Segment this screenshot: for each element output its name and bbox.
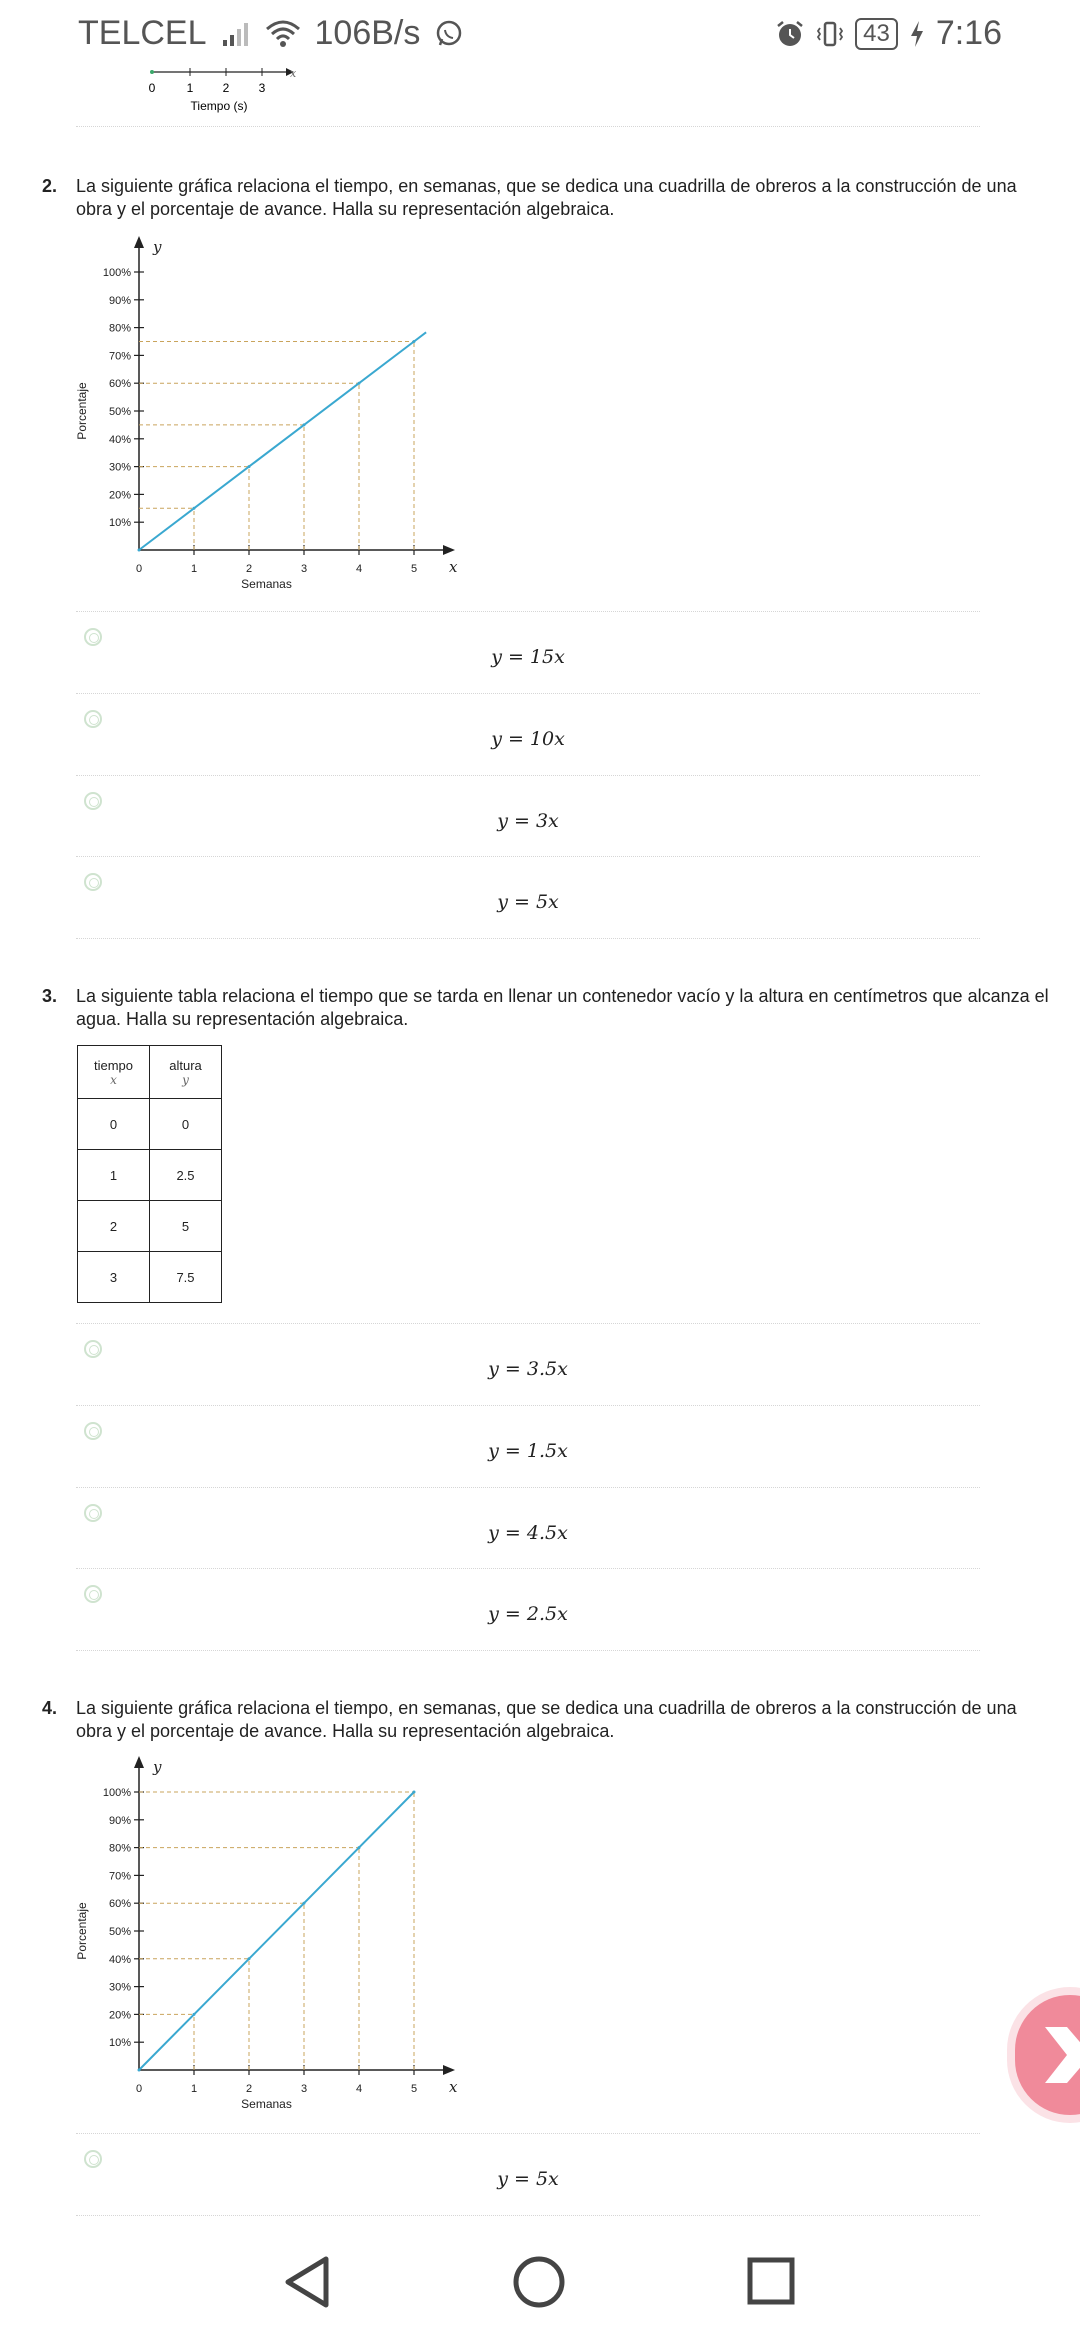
y-tick-label: 10% (108, 2037, 131, 2050)
answer-option[interactable] (76, 775, 980, 857)
battery-level: 43 (855, 18, 898, 50)
y-tick-label: 40% (108, 1953, 131, 1966)
alarm-icon (775, 19, 805, 49)
data-point (358, 1846, 361, 1849)
answer-option[interactable] (76, 693, 980, 775)
table-row (78, 1150, 222, 1201)
table-row (78, 1099, 222, 1150)
radio-button[interactable] (84, 1585, 102, 1603)
back-icon[interactable] (282, 2255, 332, 2309)
y-tick-label: 60% (108, 1898, 131, 1911)
equation-text: y = 5x (497, 2168, 559, 2190)
table-cell: 5 (150, 1201, 222, 1252)
x-axis-arrow (443, 545, 455, 555)
divider (76, 938, 980, 939)
data-point (248, 465, 251, 468)
radio-button[interactable] (84, 1422, 102, 1440)
x-axis-title: Semanas (241, 2097, 292, 2111)
clock: 7:16 (935, 14, 1002, 52)
y-tick-label: 10% (108, 517, 131, 530)
x-tick-label: 1 (190, 2083, 198, 2095)
radio-button[interactable] (84, 1504, 102, 1522)
divider (76, 2215, 980, 2216)
recents-icon[interactable] (746, 2256, 796, 2306)
fragment-tick-label: 3 (258, 81, 266, 95)
question-number: 4. (42, 1698, 58, 1718)
y-axis-title: Porcentaje (75, 1902, 89, 1960)
divider (76, 126, 980, 127)
y-tick-label: 30% (108, 461, 131, 474)
x-tick-label: 2 (245, 563, 253, 575)
y-tick-label: 100% (102, 267, 131, 279)
navigation-bar (0, 2240, 1080, 2340)
y-tick-label: 80% (108, 1842, 131, 1855)
x-tick-label: 0 (135, 563, 143, 575)
x-tick-label: 3 (300, 2083, 308, 2095)
fragment-origin-point (150, 70, 154, 74)
radio-button[interactable] (84, 1340, 102, 1358)
radio-button[interactable] (84, 2150, 102, 2168)
answer-option[interactable] (76, 856, 980, 938)
signal-icon (221, 20, 251, 48)
data-point (413, 1791, 416, 1794)
y-tick-label: 80% (108, 322, 131, 335)
question-text: La siguiente gráfica relaciona el tiempo, en semanas, que se dedica una cuadrilla de obreros a la construcción de una obra y el porcentaje de avance. Halla su representación algebraica. (76, 176, 1017, 219)
data-point (138, 2069, 141, 2072)
equation-text: y = 10x (491, 728, 565, 750)
answer-option[interactable] (76, 1487, 980, 1569)
fragment-xlabel: Tiempo (s) (190, 99, 248, 113)
y-axis-var: y (153, 238, 162, 256)
equation-text: y = 15x (491, 646, 565, 668)
fragment-tick-label: 2 (222, 81, 230, 95)
header-label: altura (169, 1057, 202, 1073)
y-tick-label: 50% (108, 406, 131, 418)
table-cell: 2.5 (150, 1150, 222, 1201)
chart-question-4 (74, 1752, 464, 2122)
y-axis-var: y (153, 1758, 162, 1776)
status-right (775, 14, 1002, 53)
fragment-tick-label: 1 (186, 81, 194, 95)
y-tick-label: 90% (108, 294, 131, 307)
home-icon[interactable] (512, 2255, 566, 2309)
table-row (78, 1252, 222, 1303)
table-cell: 3 (78, 1252, 150, 1303)
carrier-label: TELCEL (78, 14, 207, 52)
y-tick-label: 30% (108, 1981, 131, 1994)
data-line (139, 1792, 414, 2070)
equation-text: y = 1.5x (488, 1440, 568, 1462)
status-left (78, 14, 464, 53)
table-cell: 7.5 (150, 1252, 222, 1303)
vibrate-icon (815, 19, 845, 49)
previous-chart-fragment (140, 66, 310, 116)
data-point (358, 382, 361, 385)
data-line-extension (414, 332, 426, 341)
status-bar (0, 0, 1080, 72)
table-cell: 1 (78, 1150, 150, 1201)
table-cell: 0 (78, 1099, 150, 1150)
table-row (78, 1201, 222, 1252)
table-header-cell (150, 1046, 222, 1099)
y-tick-label: 50% (108, 1926, 131, 1938)
y-tick-label: 20% (108, 489, 131, 502)
equation-text: y = 5x (497, 891, 559, 913)
y-axis-title: Porcentaje (75, 382, 89, 440)
answer-option[interactable] (76, 1323, 980, 1405)
fragment-tick-label: 0 (148, 81, 156, 95)
chevron-right-icon (1037, 2023, 1080, 2087)
table-header-row (78, 1046, 222, 1099)
x-axis-var: x (449, 2078, 458, 2096)
wifi-icon (265, 19, 301, 49)
equation-text: y = 3.5x (488, 1358, 568, 1380)
header-var: y (182, 1072, 189, 1087)
chart-question-2 (74, 232, 464, 602)
question-text: La siguiente tabla relaciona el tiempo que se tarda en llenar un contenedor vacío y la altura en centímetros que alcanza el agua. Halla su representación algebraica. (76, 986, 1049, 1029)
y-tick-label: 100% (102, 1787, 131, 1799)
x-tick-label: 5 (410, 563, 418, 575)
question-number: 2. (42, 176, 58, 196)
x-axis-arrow (443, 2065, 455, 2075)
equation-text: y = 4.5x (488, 1522, 568, 1544)
y-tick-label: 70% (108, 350, 131, 363)
radio-button[interactable] (84, 873, 102, 891)
x-tick-label: 4 (355, 563, 363, 575)
fragment-axis-var: x (290, 67, 297, 80)
data-line (139, 342, 414, 551)
data-point (138, 549, 141, 552)
answer-option[interactable] (76, 2133, 980, 2215)
data-point (303, 1902, 306, 1905)
radio-button[interactable] (84, 628, 102, 646)
answer-option[interactable] (76, 1568, 980, 1650)
header-label: tiempo (93, 1057, 134, 1073)
x-axis-title: Semanas (241, 577, 292, 591)
equation-text: y = 2.5x (488, 1603, 568, 1625)
network-speed: 106B/s (314, 14, 421, 52)
table-header-cell (78, 1046, 150, 1099)
question-number: 3. (42, 986, 58, 1006)
radio-button[interactable] (84, 710, 102, 728)
table-cell: 0 (150, 1099, 222, 1150)
data-point (248, 1957, 251, 1960)
divider (76, 1650, 980, 1651)
x-tick-label: 3 (300, 563, 308, 575)
data-point (193, 507, 196, 510)
data-point (413, 340, 416, 343)
y-axis-arrow (134, 1756, 144, 1768)
equation-text: y = 3x (497, 810, 559, 832)
y-tick-label: 60% (108, 378, 131, 391)
y-axis-arrow (134, 236, 144, 248)
whatsapp-icon (434, 19, 464, 49)
data-point (193, 2013, 196, 2016)
x-tick-label: 2 (245, 2083, 253, 2095)
y-tick-label: 40% (108, 433, 131, 446)
y-tick-label: 20% (108, 2009, 131, 2022)
header-var: x (110, 1072, 117, 1087)
x-axis-var: x (449, 558, 458, 576)
question-text: La siguiente gráfica relaciona el tiempo, en semanas, que se dedica una cuadrilla de obreros a la construcción de una obra y el porcentaje de avance. Halla su representación algebraica. (76, 1698, 1017, 1741)
x-tick-label: 4 (355, 2083, 363, 2095)
y-tick-label: 90% (108, 1814, 131, 1827)
answer-option[interactable] (76, 1405, 980, 1487)
answer-option[interactable] (76, 611, 980, 693)
y-tick-label: 70% (108, 1870, 131, 1883)
x-tick-label: 1 (190, 563, 198, 575)
x-tick-label: 5 (410, 2083, 418, 2095)
x-tick-label: 0 (135, 2083, 143, 2095)
data-table (77, 1045, 222, 1303)
radio-button[interactable] (84, 792, 102, 810)
next-button[interactable] (1015, 1995, 1080, 2115)
charging-icon (908, 19, 926, 49)
data-point (303, 423, 306, 426)
table-cell: 2 (78, 1201, 150, 1252)
